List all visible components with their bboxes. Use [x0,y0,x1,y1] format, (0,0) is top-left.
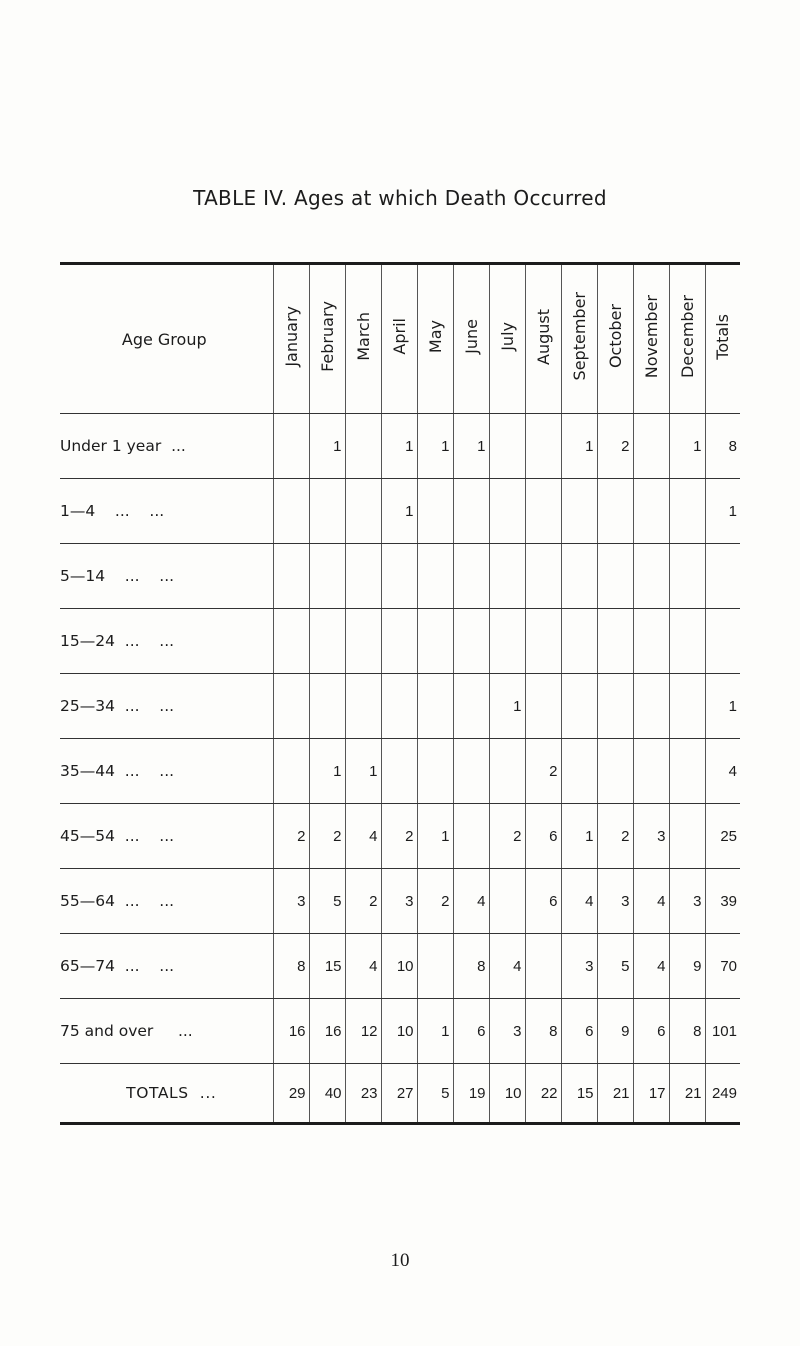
table-cell: 1 [417,804,453,869]
table-cell: 17 [633,1064,669,1124]
table-row [60,934,740,999]
table-cell [597,674,633,739]
table-cell [525,934,561,999]
table-cell: 3 [489,999,525,1064]
column-header-7 [525,264,561,414]
table-row [60,609,740,674]
table-cell [453,544,489,609]
age-group-header: Age Group [60,264,273,414]
table-cell [417,609,453,674]
table-cell: 4 [345,804,381,869]
table-cell: 1 [561,414,597,479]
table-cell: 6 [525,869,561,934]
page-number: 10 [390,1250,410,1271]
table-cell [525,544,561,609]
table-cell [417,739,453,804]
header-row [60,264,740,414]
column-header-4 [417,264,453,414]
table-cell [417,674,453,739]
column-header-11 [669,264,705,414]
column-header-label: November [641,294,661,379]
table-cell: 3 [273,869,309,934]
table-cell [273,739,309,804]
table-row [60,479,740,544]
table-cell [597,544,633,609]
table-cell: 2 [597,414,633,479]
table-cell: 22 [525,1064,561,1124]
table-cell: 4 [453,869,489,934]
table-cell: 8 [525,999,561,1064]
table-cell [525,414,561,479]
column-header-label: April [389,318,409,355]
table-cell: 27 [381,1064,417,1124]
table-row [60,999,740,1064]
table-cell: 15 [561,1064,597,1124]
column-header-8 [561,264,597,414]
table-cell [561,739,597,804]
table-cell [561,609,597,674]
table-cell [381,674,417,739]
table-cell [669,609,705,674]
table-row [60,674,740,739]
table-cell [561,674,597,739]
table-cell: 4 [561,869,597,934]
table-cell: 29 [273,1064,309,1124]
totals-row [60,1064,740,1124]
row-label: Under 1 year ... [60,414,273,479]
column-header-5 [453,264,489,414]
table-cell [561,544,597,609]
table-cell: 1 [309,414,345,479]
table-cell: 3 [669,869,705,934]
table-cell: 5 [597,934,633,999]
table-cell: 15 [309,934,345,999]
table-cell [273,609,309,674]
table-cell [453,609,489,674]
table-title: TABLE IV. Ages at which Death Occurred [193,186,607,210]
table-row [60,544,740,609]
table-cell: 1 [561,804,597,869]
table-cell: 23 [345,1064,381,1124]
column-header-0 [273,264,309,414]
column-header-10 [633,264,669,414]
table-cell: 1 [345,739,381,804]
column-header-label: December [677,295,697,378]
column-header-label: October [605,304,625,369]
table-cell [489,609,525,674]
table-cell [669,739,705,804]
table-row [60,414,740,479]
table-cell [669,804,705,869]
table-cell: 3 [561,934,597,999]
column-header-9 [597,264,633,414]
table-cell [705,609,740,674]
table-cell: 25 [705,804,740,869]
table-cell [489,739,525,804]
table-cell [669,544,705,609]
table-cell [345,674,381,739]
table-cell: 5 [417,1064,453,1124]
table-cell: 2 [381,804,417,869]
table-cell [453,479,489,544]
row-label: TOTALS ... [126,1084,217,1102]
table-cell: 10 [381,999,417,1064]
table-cell [417,479,453,544]
table-row [60,739,740,804]
table-cell: 9 [597,999,633,1064]
table-cell: 2 [525,739,561,804]
table-cell [633,414,669,479]
table-cell: 10 [489,1064,525,1124]
table-cell: 1 [705,674,740,739]
table-cell: 2 [345,869,381,934]
table-cell: 39 [705,869,740,934]
table-cell [345,479,381,544]
table-cell [453,739,489,804]
row-label: 35—44 ... ... [60,739,273,804]
column-header-label: March [353,312,373,361]
row-label: 5—14 ... ... [60,544,273,609]
table-cell [561,479,597,544]
table-cell: 21 [597,1064,633,1124]
table-cell: 101 [705,999,740,1064]
row-label: 25—34 ... ... [60,674,273,739]
table-cell [525,479,561,544]
column-header-label: July [497,322,517,351]
table-cell: 1 [705,479,740,544]
table-cell: 1 [669,414,705,479]
row-label: 75 and over ... [60,999,273,1064]
table-cell [525,609,561,674]
table-cell: 19 [453,1064,489,1124]
table-cell: 2 [597,804,633,869]
table-cell [669,479,705,544]
table-cell: 6 [453,999,489,1064]
table-cell [345,414,381,479]
table-cell [705,544,740,609]
row-label: 45—54 ... ... [60,804,273,869]
table-cell: 16 [309,999,345,1064]
table-cell: 2 [309,804,345,869]
table-row [60,804,740,869]
column-header-label: January [281,306,301,367]
table-cell: 4 [489,934,525,999]
table-cell: 9 [669,934,705,999]
table-cell [417,544,453,609]
table-row [60,869,740,934]
table-cell: 6 [561,999,597,1064]
table-cell [489,544,525,609]
table-cell [633,674,669,739]
table-cell: 4 [633,869,669,934]
table-cell [309,479,345,544]
column-header-2 [345,264,381,414]
table-cell [453,804,489,869]
table-cell [525,674,561,739]
table-cell: 4 [633,934,669,999]
table-body [60,414,740,1124]
column-header-6 [489,264,525,414]
death-age-table [60,262,740,1125]
table-cell: 6 [633,999,669,1064]
table-cell: 2 [417,869,453,934]
table-cell [489,479,525,544]
table-cell [273,674,309,739]
table-cell: 1 [453,414,489,479]
table-cell [453,674,489,739]
row-label: 15—24 ... ... [60,609,273,674]
table-cell [381,544,417,609]
table-cell [381,609,417,674]
table-cell [597,609,633,674]
table-cell: 5 [309,869,345,934]
table-cell [633,739,669,804]
table-cell: 8 [273,934,309,999]
table-cell: 10 [381,934,417,999]
column-header-label: September [569,292,589,381]
table-cell [633,479,669,544]
table-cell [489,414,525,479]
table-cell: 249 [705,1064,740,1124]
table-cell: 2 [273,804,309,869]
table-cell: 2 [489,804,525,869]
table-cell: 12 [345,999,381,1064]
column-header-label: June [461,319,481,354]
table-cell [309,609,345,674]
table-cell: 21 [669,1064,705,1124]
table-cell: 1 [417,414,453,479]
row-label: 1—4 ... ... [60,479,273,544]
table-cell: 1 [381,479,417,544]
table-cell: 40 [309,1064,345,1124]
column-header-label: August [533,308,553,365]
table-cell [597,479,633,544]
table-cell [345,609,381,674]
table-cell: 8 [453,934,489,999]
row-label: 65—74 ... ... [60,934,273,999]
table-cell [345,544,381,609]
column-header-12 [705,264,740,414]
table-cell: 3 [597,869,633,934]
table-cell: 70 [705,934,740,999]
table-cell [309,674,345,739]
column-header-3 [381,264,417,414]
table-cell [417,934,453,999]
table-cell: 3 [633,804,669,869]
table-cell [489,869,525,934]
table-cell [381,739,417,804]
table-cell: 1 [309,739,345,804]
table-cell: 4 [345,934,381,999]
table-cell [597,739,633,804]
column-header-label: Totals [713,313,733,360]
row-label: 55—64 ... ... [60,869,273,934]
table-cell: 8 [669,999,705,1064]
table-cell: 3 [381,869,417,934]
table-cell: 1 [417,999,453,1064]
table-cell [633,544,669,609]
column-header-label: February [317,301,337,372]
table-cell [273,414,309,479]
table-cell: 16 [273,999,309,1064]
table-cell [273,479,309,544]
table-cell: 8 [705,414,740,479]
table-cell: 6 [525,804,561,869]
table-cell: 1 [489,674,525,739]
column-header-1 [309,264,345,414]
table-cell: 4 [705,739,740,804]
column-header-label: May [425,319,445,354]
table-cell [309,544,345,609]
table-cell [273,544,309,609]
table-cell [633,609,669,674]
table-cell: 1 [381,414,417,479]
table-cell [669,674,705,739]
